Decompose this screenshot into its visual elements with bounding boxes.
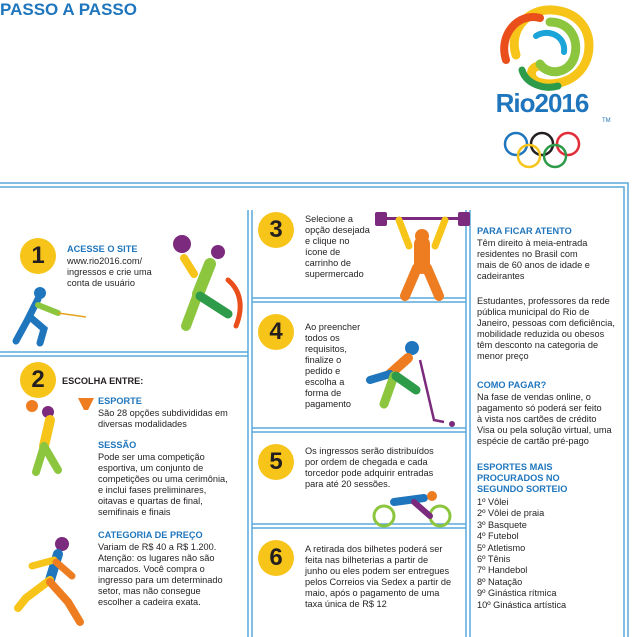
choice-sessao-line-1: Pode ser uma competição xyxy=(98,452,205,462)
sports-item-5: 5º Atletismo xyxy=(477,542,526,553)
step-6-line-1: A retirada dos bilhetes poderá ser xyxy=(305,544,443,554)
sports-item-9: 9º Ginástica rítmica xyxy=(477,588,557,599)
step-3-line-3: e clique no xyxy=(305,236,350,246)
step-6-line-6: taxa única de R$ 12 xyxy=(305,599,387,609)
step-1-line-1: www.rio2016.com/ xyxy=(67,256,143,266)
sports-item-10: 10º Ginástica artística xyxy=(477,599,567,610)
volleyball-player-icon xyxy=(14,396,84,486)
step-5-line-2: por ordem de chegada e cada xyxy=(305,457,428,467)
step-4-line-6: escolha a xyxy=(305,377,345,387)
sports-heading-line-3: SEGUNDO SORTEIO xyxy=(477,484,568,494)
attention-heading: PARA FICAR ATENTO xyxy=(477,226,572,236)
attention-p2-line-3: Janeiro, pessoas com deficiência, xyxy=(477,318,615,328)
step-4-line-2: todos os xyxy=(305,333,340,343)
runner-icon xyxy=(10,536,90,626)
fencer-icon xyxy=(10,285,90,345)
choice-categoria-heading: CATEGORIA DE PREÇO xyxy=(98,530,203,540)
step-4-line-8: pagamento xyxy=(305,399,351,409)
payment-line-2: pagamento só poderá ser feito xyxy=(477,403,602,413)
step-6-line-5: maio, após o pagamento de uma xyxy=(305,588,440,598)
attention-p2-line-4: mobilidade reduzida ou obesos xyxy=(477,329,605,339)
choice-sessao-line-2: esportiva, um conjunto de xyxy=(98,463,204,473)
sports-item-1: 1º Vôlei xyxy=(477,497,509,507)
logo-wordmark-text: Rio2016 xyxy=(495,88,589,118)
choice-esporte-line-1: São 28 opções subdivididas em xyxy=(98,408,228,418)
step-3-line-5: carrinho de xyxy=(305,258,351,268)
attention-p1-line-2: residentes no Brasil com xyxy=(477,249,578,259)
sports-heading-line-1: ESPORTES MAIS xyxy=(477,462,553,472)
choice-sessao-line-3: competições ou uma cerimônia, xyxy=(98,474,228,484)
attention-p1-line-4: cadeirantes xyxy=(477,271,525,281)
step-4-line-4: finalize o xyxy=(305,355,342,365)
hockey-player-icon xyxy=(360,340,460,430)
step-5-line-1: Os ingressos serão distribuídos xyxy=(305,446,434,456)
choice-esporte-line-2: diversas modalidades xyxy=(98,419,187,429)
choice-categoria-line-5: setor, mas não consegue xyxy=(98,586,201,596)
step-1-heading: ACESSE O SITE xyxy=(67,244,138,254)
attention-p1-line-1: Têm direito à meia-entrada xyxy=(477,238,588,248)
logo-tm: TM xyxy=(602,118,611,124)
sports-item-7: 7º Handebol xyxy=(477,565,528,576)
sports-item-8: 8º Natação xyxy=(477,576,523,587)
sports-item-3: 3º Basquete xyxy=(477,519,527,530)
step-3-line-4: ícone de xyxy=(305,247,341,257)
step-1-line-2: ingressos e crie uma xyxy=(67,267,152,277)
attention-p2-line-5: têm desconto na categoria de xyxy=(477,340,599,350)
step-4-number: 4 xyxy=(258,314,294,350)
weightlifter-icon xyxy=(375,206,470,301)
choice-sessao-line-5: oitavas e quartas de final, xyxy=(98,496,203,506)
step-2-heading: ESCOLHA ENTRE: xyxy=(62,376,144,386)
sports-item-6: 6º Tênis xyxy=(477,554,511,564)
step-3-line-1: Selecione a xyxy=(305,214,354,224)
payment-line-1: Na fase de vendas online, o xyxy=(477,392,591,402)
sports-heading-line-2: PROCURADOS NO xyxy=(477,473,560,483)
payment-line-5: espécie de cartão pré-pago xyxy=(477,436,589,446)
choice-sessao-line-6: semifinais e finais xyxy=(98,507,171,517)
attention-p2-line-1: Estudantes, professores da rede xyxy=(477,296,610,306)
attention-p2-line-6: menor preço xyxy=(477,351,529,361)
step-3-line-6: supermercado xyxy=(305,269,364,279)
step-4-line-3: requisitos, xyxy=(305,344,347,354)
attention-p1-line-3: mais de 60 anos de idade e xyxy=(477,260,590,270)
choice-categoria-line-6: escolher a cadeira exata. xyxy=(98,597,201,607)
choice-sessao-heading: SESSÃO xyxy=(98,440,137,450)
cyclist-icon xyxy=(370,490,460,530)
step-1-number: 1 xyxy=(20,238,56,274)
step-5-line-4: para até 20 sessões. xyxy=(305,479,391,489)
choice-categoria-line-3: marcados. Você compra o xyxy=(98,564,205,574)
shuttlecock-icon xyxy=(76,396,96,416)
step-4-line-7: forma de xyxy=(305,388,342,398)
payment-line-3: à vista nos cartões de crédito xyxy=(477,414,597,424)
step-6-line-3: junho ou eles podem ser entregues xyxy=(305,566,450,576)
choice-categoria-line-1: Variam de R$ 40 a R$ 1.200. xyxy=(98,542,217,552)
step-5-number: 5 xyxy=(258,444,294,480)
step-1-line-3: conta de usuário xyxy=(67,278,135,288)
choice-sessao-line-4: e inclui fases preliminares, xyxy=(98,485,207,495)
payment-heading: COMO PAGAR? xyxy=(477,380,547,390)
step-3-line-2: opção desejada xyxy=(305,225,370,235)
step-2-number: 2 xyxy=(20,362,56,398)
step-4-line-1: Ao preencher xyxy=(305,322,361,332)
step-6-line-2: feita nas bilheterias a partir de xyxy=(305,555,429,565)
step-5-line-3: torcedor pode adquirir entradas xyxy=(305,468,434,478)
step-6-number: 6 xyxy=(258,540,294,576)
sports-item-4: 4º Futebol xyxy=(477,531,519,542)
sports-item-2: 2º Vôlei de praia xyxy=(477,508,545,519)
page-title: PASSO A PASSO xyxy=(0,0,137,19)
choice-categoria-line-4: ingresso para um determinado xyxy=(98,575,223,585)
step-6-line-4: pelos Correios via Sedex a partir de xyxy=(305,577,452,587)
step-4-line-5: pedido e xyxy=(305,366,341,376)
choice-esporte-heading: ESPORTE xyxy=(98,396,142,406)
attention-p2-line-2: pública municipal do Rio de xyxy=(477,307,590,317)
choice-categoria-line-2: Atenção: os lugares não são xyxy=(98,553,215,563)
payment-line-4: Visa ou pela solução virtual, uma xyxy=(477,425,612,435)
handball-player-icon xyxy=(158,234,248,344)
step-3-number: 3 xyxy=(258,212,294,248)
